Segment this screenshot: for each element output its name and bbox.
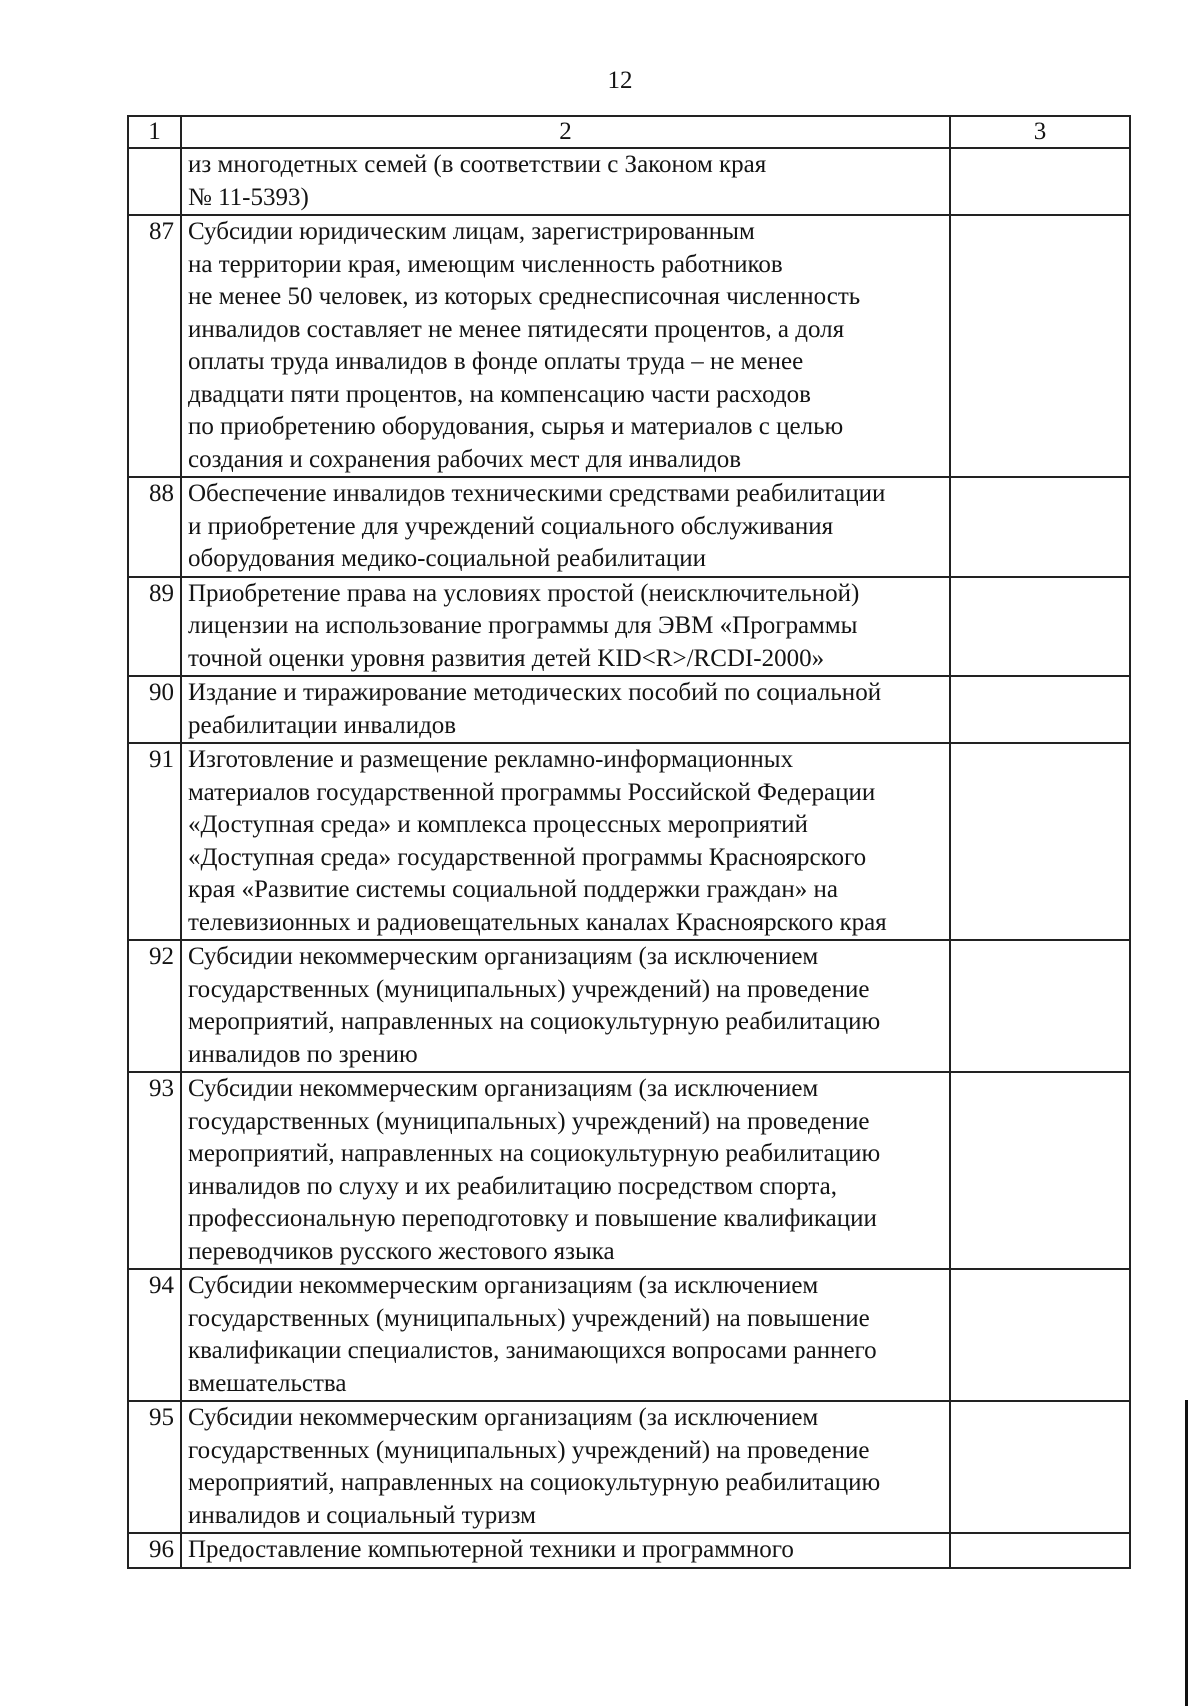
description-line: создания и сохранения рабочих мест для инвалидов: [188, 445, 742, 473]
description-line: реабилитации инвалидов: [188, 711, 457, 739]
row-col-3: [950, 940, 1130, 1072]
row-col-3: [950, 676, 1130, 743]
description-line: точной оценки уровня развития детей KID<R>/RCDI-2000»: [188, 644, 825, 672]
row-number: 92: [128, 940, 181, 1072]
description-line: Субсидии некоммерческим организациям (за исключением: [188, 1404, 819, 1431]
description-line: Субсидии юридическим лицам, зарегистрированным: [188, 218, 755, 245]
table-row: [128, 477, 1130, 577]
row-description: [181, 940, 950, 1072]
description-line: государственных (муниципальных) учреждений) на проведение: [188, 1107, 870, 1135]
description-line: Предоставление компьютерной техники и программного: [188, 1536, 794, 1563]
description-line: лицензии на использование программы для ЭВМ «Программы: [188, 612, 858, 639]
description-line: по приобретению оборудования, сырья и материалов с целью: [188, 413, 844, 440]
row-number: 91: [128, 743, 181, 940]
row-number: 89: [128, 577, 181, 677]
description-line: Субсидии некоммерческим организациям (за исключением: [188, 1272, 819, 1299]
description-line: Субсидии некоммерческим организациям (за исключением: [188, 1075, 819, 1102]
table-row: [128, 577, 1130, 677]
description-line: инвалидов по слуху и их реабилитацию посредством спорта,: [188, 1172, 837, 1200]
description-line: края «Развитие системы социальной поддержки граждан» на: [188, 876, 838, 903]
row-description: [181, 477, 950, 577]
description-line: не менее 50 человек, из которых среднесписочная численность: [188, 283, 861, 310]
description-line: Субсидии некоммерческим организациям (за исключением: [188, 943, 819, 970]
row-number: 87: [128, 215, 181, 477]
page-number: 12: [607, 67, 633, 94]
row-description: [181, 1269, 950, 1401]
description-line: государственных (муниципальных) учреждений) на проведение: [188, 975, 870, 1003]
description-line: на территории края, имеющим численность работников: [188, 250, 783, 278]
row-description: [181, 743, 950, 940]
description-line: из многодетных семей (в соответствии с Законом края: [188, 151, 767, 178]
description-line: материалов государственной программы Российской Федерации: [188, 778, 876, 806]
description-line: «Доступная среда» и комплекса процессных мероприятий: [188, 811, 808, 838]
description-line: инвалидов и социальный туризм: [188, 1501, 536, 1529]
description-line: мероприятий, направленных на социокультурную реабилитацию: [188, 1469, 881, 1496]
row-description: [181, 148, 950, 215]
description-line: государственных (муниципальных) учреждений) на повышение: [188, 1304, 870, 1332]
description-line: государственных (муниципальных) учреждений) на проведение: [188, 1436, 870, 1464]
description-line: Обеспечение инвалидов техническими средствами реабилитации: [188, 480, 886, 507]
description-line: инвалидов составляет не менее пятидесяти процентов, а доля: [188, 315, 845, 343]
description-line: оборудования медико-социальной реабилитации: [188, 545, 706, 572]
description-line: Приобретение права на условиях простой (неисключительной): [188, 579, 860, 607]
row-number: 95: [128, 1401, 181, 1533]
description-line: переводчиков русского жестового языка: [188, 1237, 615, 1265]
description-line: Изготовление и размещение рекламно-информационных: [188, 746, 794, 773]
table-row: [128, 940, 1130, 1072]
row-description: [181, 1401, 950, 1533]
description-line: № 11-5393): [188, 183, 309, 211]
row-number: 93: [128, 1072, 181, 1269]
row-number: 96: [128, 1533, 181, 1568]
table-row: [128, 1401, 1130, 1533]
table-row: [128, 215, 1130, 477]
header-col-3: 3: [950, 116, 1130, 148]
scan-edge-mark: [1185, 1400, 1188, 1706]
description-line: телевизионных и радиовещательных каналах Красноярского края: [188, 908, 887, 936]
row-number: 88: [128, 477, 181, 577]
row-number: [128, 148, 181, 215]
row-col-3: [950, 1533, 1130, 1568]
table-header: [128, 116, 1130, 148]
description-line: мероприятий, направленных на социокультурную реабилитацию: [188, 1140, 881, 1167]
row-description: [181, 1533, 950, 1568]
row-description: [181, 676, 950, 743]
table-row: [128, 1269, 1130, 1401]
description-line: Издание и тиражирование методических пособий по социальной: [188, 679, 882, 706]
row-number: 90: [128, 676, 181, 743]
row-col-3: [950, 215, 1130, 477]
description-line: инвалидов по зрению: [188, 1040, 418, 1068]
table-body: [128, 148, 1130, 1568]
row-col-3: [950, 1072, 1130, 1269]
description-line: оплаты труда инвалидов в фонде оплаты труда – не менее: [188, 348, 804, 375]
row-col-3: [950, 743, 1130, 940]
row-description: [181, 215, 950, 477]
row-col-3: [950, 148, 1130, 215]
description-line: «Доступная среда» государственной программы Красноярского: [188, 843, 867, 871]
description-line: и приобретение для учреждений социального обслуживания: [188, 512, 834, 540]
row-col-3: [950, 577, 1130, 677]
row-col-3: [950, 477, 1130, 577]
row-col-3: [950, 1269, 1130, 1401]
document-table: [127, 115, 1131, 1569]
row-number: 94: [128, 1269, 181, 1401]
row-description: [181, 1072, 950, 1269]
description-line: мероприятий, направленных на социокультурную реабилитацию: [188, 1008, 881, 1035]
description-line: вмешательства: [188, 1369, 347, 1397]
header-col-1: 1: [128, 116, 181, 148]
row-col-3: [950, 1401, 1130, 1533]
table-row: [128, 676, 1130, 743]
table-row: [128, 1533, 1130, 1568]
table-row: [128, 743, 1130, 940]
description-line: профессиональную переподготовку и повышение квалификации: [188, 1205, 877, 1232]
table-row: [128, 1072, 1130, 1269]
table-row: [128, 148, 1130, 215]
row-description: [181, 577, 950, 677]
header-col-2: 2: [181, 116, 950, 148]
description-line: двадцати пяти процентов, на компенсацию части расходов: [188, 380, 811, 408]
description-line: квалификации специалистов, занимающихся вопросами раннего: [188, 1337, 877, 1364]
